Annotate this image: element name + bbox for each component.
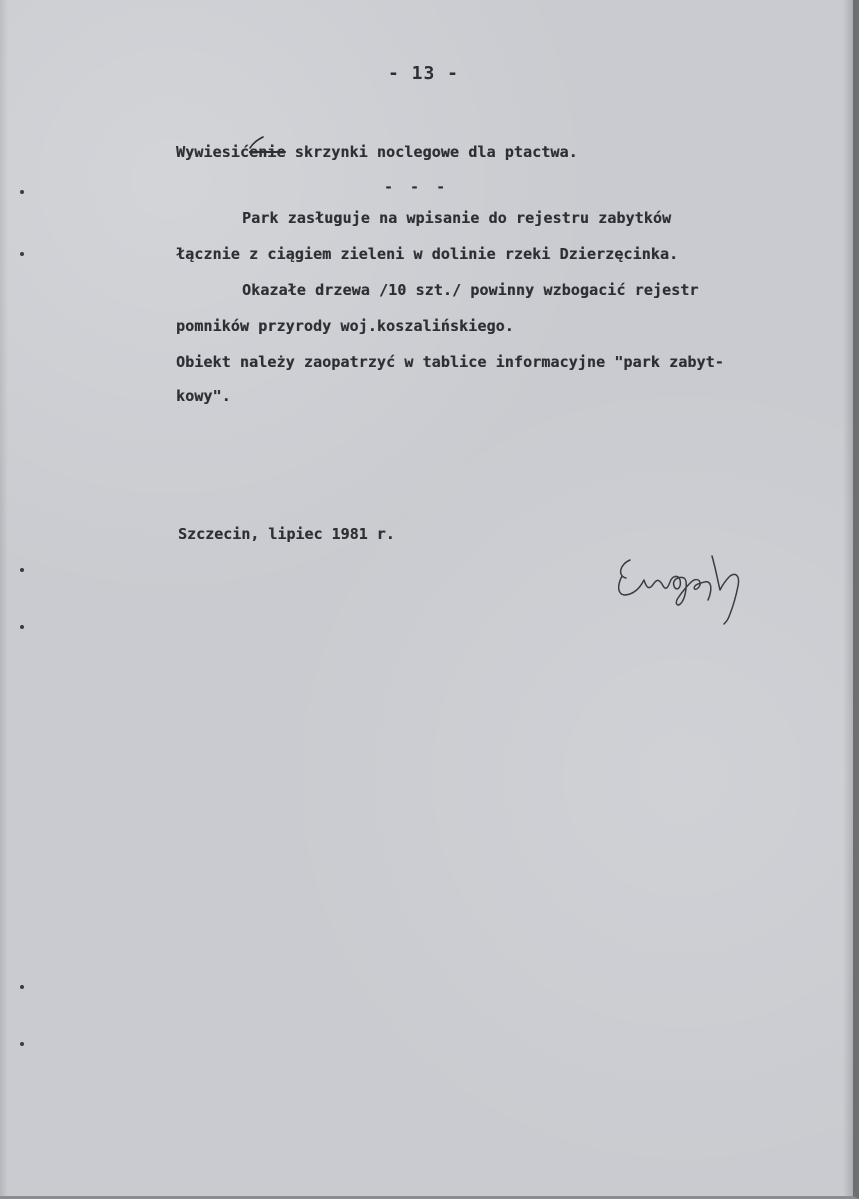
text-line-2: Park zasługuje na wpisanie do rejestru zabytków xyxy=(242,209,672,227)
text-line-6: Obiekt należy zaopatrzyć w tablice informacyjne "park zabyt- xyxy=(176,353,724,371)
separator-dashes: - - - xyxy=(384,178,450,196)
punch-mark xyxy=(20,1042,24,1046)
punch-mark xyxy=(20,190,24,194)
handwritten-accent-mark xyxy=(246,136,266,150)
text-line-7: kowy". xyxy=(176,387,231,405)
punch-mark xyxy=(20,568,24,572)
text-line-1-rest: skrzynki noclegowe dla ptactwa. xyxy=(285,143,578,161)
page-number: - 13 - xyxy=(388,63,460,84)
text-line-4: Okazałe drzewa /10 szt./ powinny wzbogacić rejestr xyxy=(242,281,699,299)
punch-mark xyxy=(20,252,24,256)
text-line-1 xyxy=(176,143,578,161)
text-line-1-start: Wywiesić xyxy=(176,143,250,161)
text-line-3: łącznie z ciągiem zieleni w dolinie rzeki Dzierzęcinka. xyxy=(176,245,679,263)
struck-text: enie xyxy=(249,143,286,161)
place-date-line: Szczecin, lipiec 1981 r. xyxy=(178,525,395,543)
punch-mark xyxy=(20,985,24,989)
text-line-5: pomników przyrody woj.koszalińskiego. xyxy=(176,317,514,335)
handwritten-signature xyxy=(612,546,782,626)
punch-mark xyxy=(20,625,24,629)
